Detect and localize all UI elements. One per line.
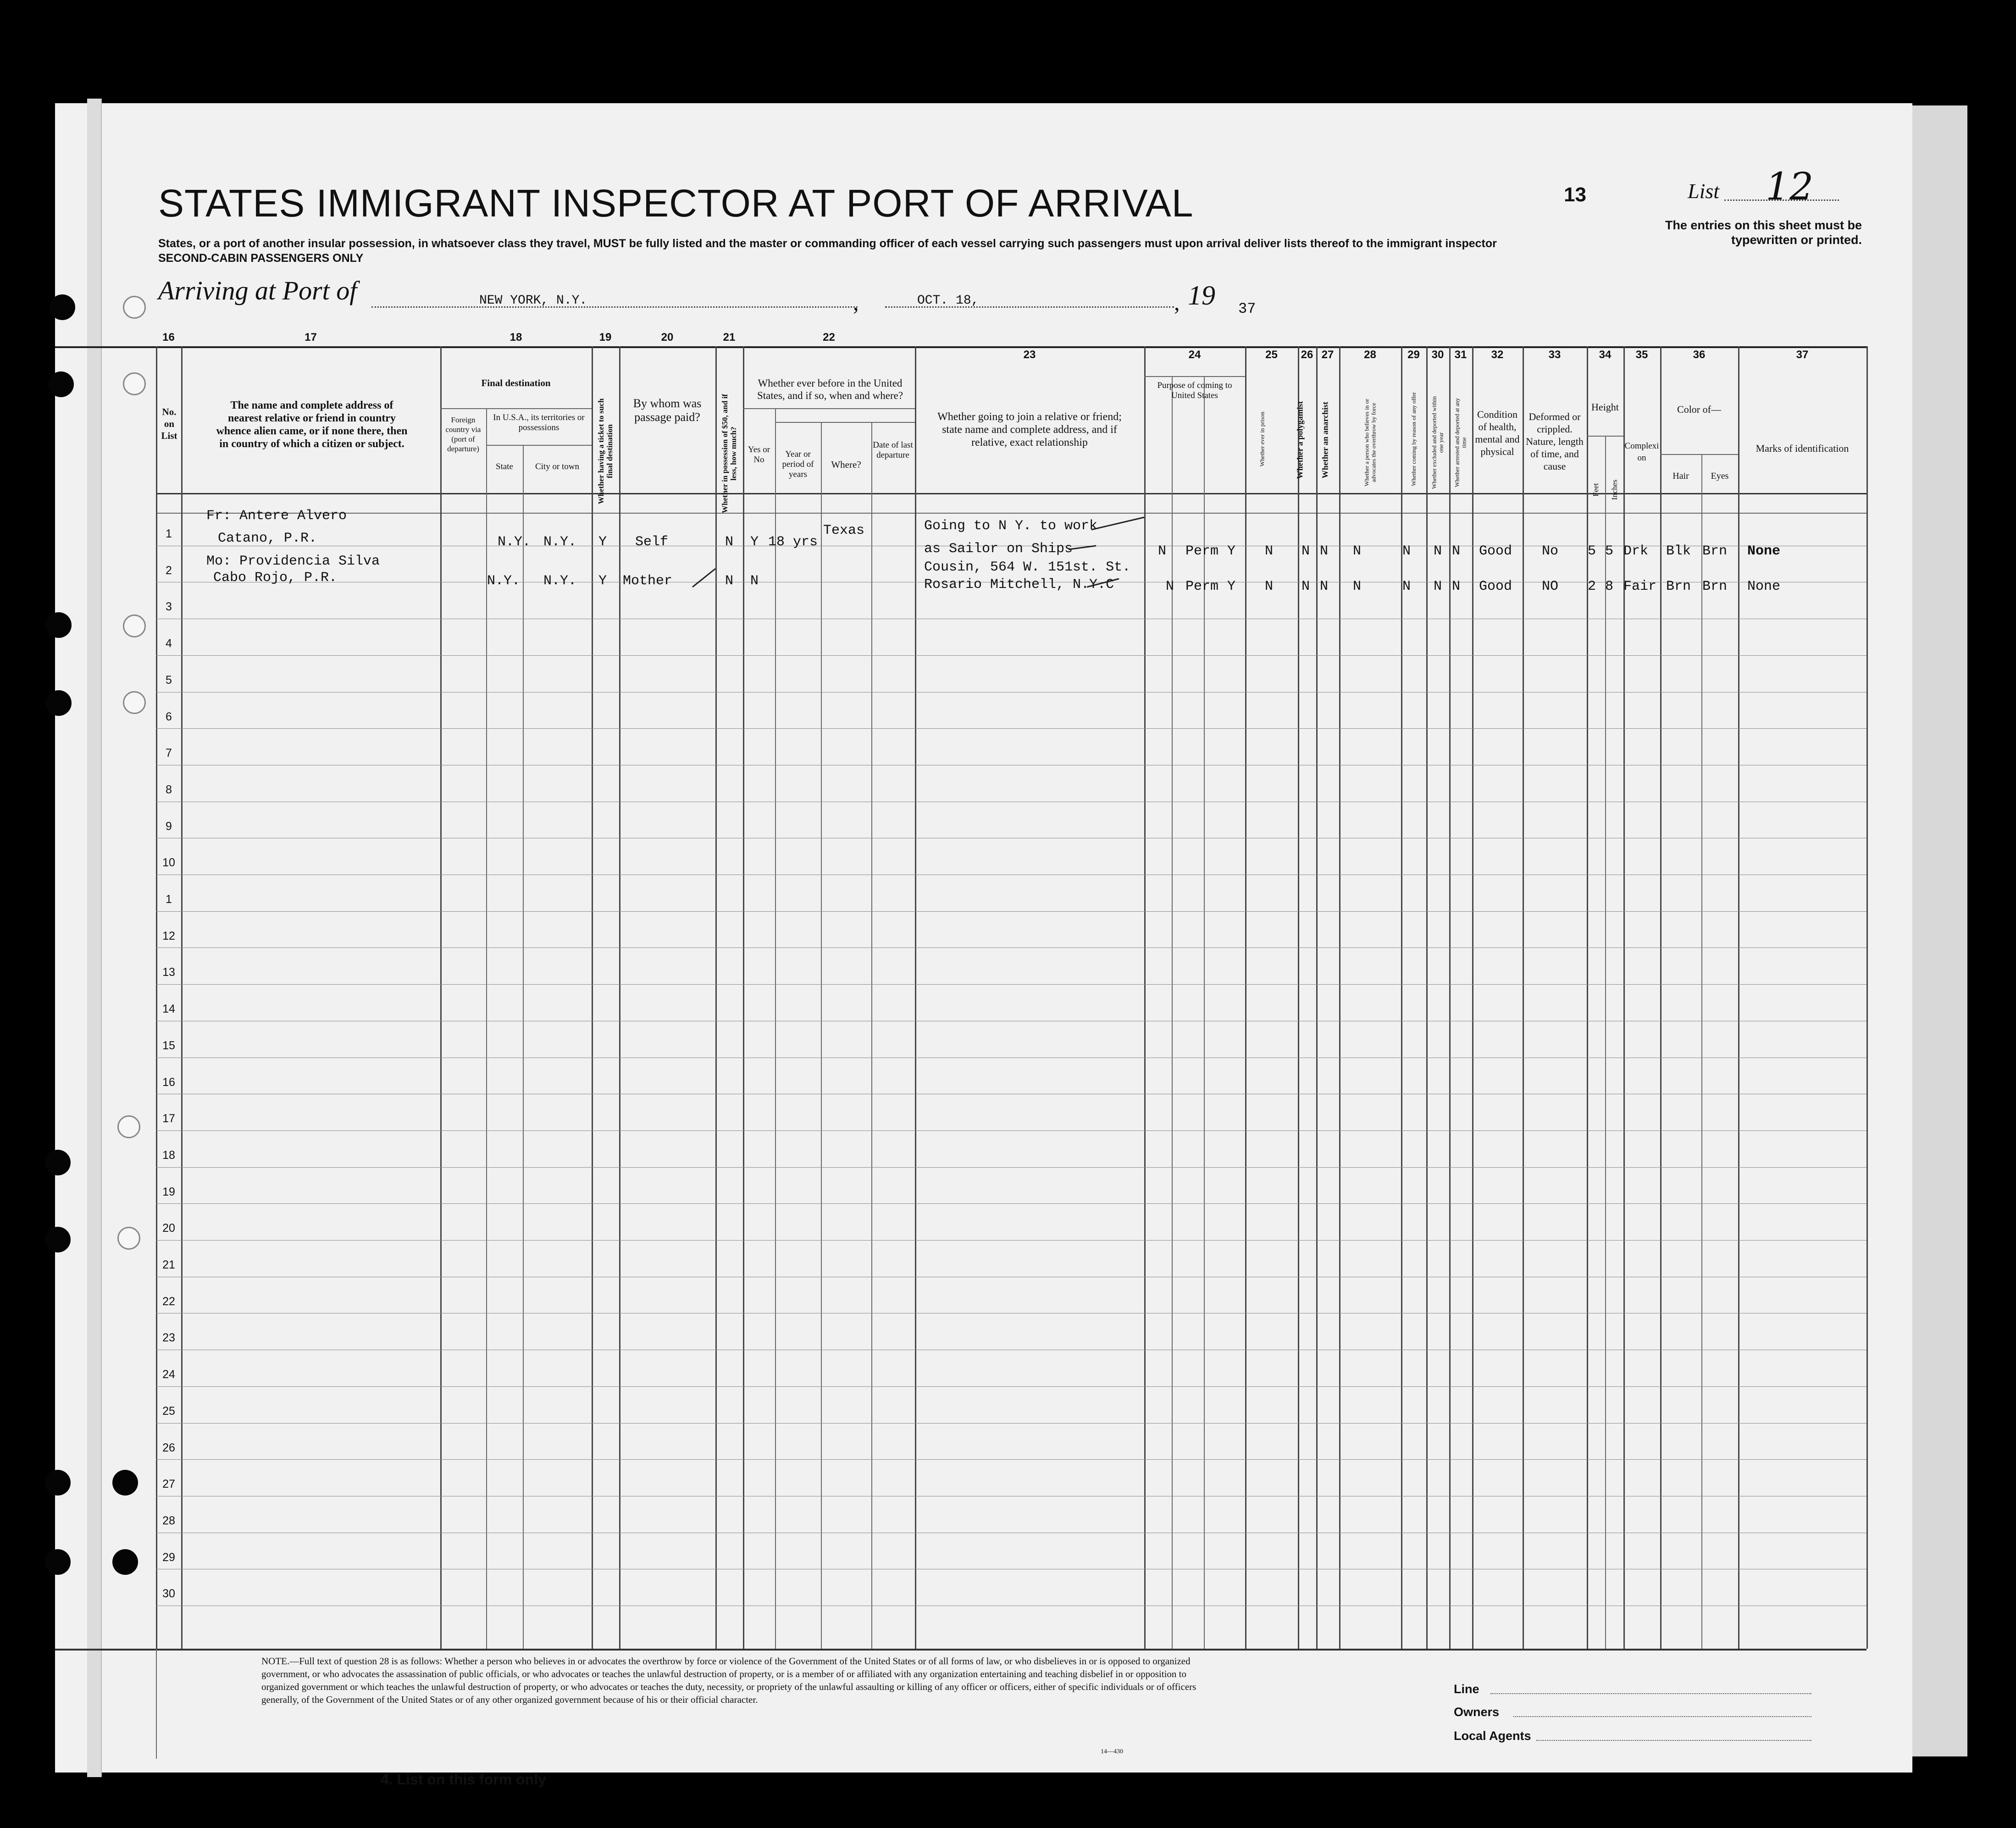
entry-1-relative-address: Catano, P.R.	[218, 531, 317, 546]
col-num: 21	[723, 331, 736, 343]
entry-2-city: N.Y.	[543, 573, 577, 589]
entry-1-state: N.Y.	[498, 534, 531, 550]
row-number: 1	[166, 527, 172, 540]
entry-2-deformed: NO	[1542, 579, 1559, 594]
entry-2-q27: N	[1320, 579, 1329, 594]
local-agents-field	[1536, 1740, 1811, 1741]
col-header-color-of: Color of—	[1677, 404, 1721, 415]
row-number: 3	[166, 600, 172, 613]
entry-1-relative-name: Fr: Antere Alvero	[206, 508, 347, 524]
port-value: NEW YORK, N.Y.	[479, 294, 587, 308]
sheet-number: 13	[1564, 183, 1586, 206]
entry-1-where: Texas	[823, 523, 865, 538]
col-header-overthrow: Whether a person who believes in or advocates the overthrow by force	[1363, 399, 1377, 487]
col-header-purpose: Purpose of coming to United States	[1157, 381, 1232, 400]
col-header-no-on-list: No. on List	[161, 406, 177, 441]
entry-2-q31: N	[1452, 579, 1461, 594]
col-header-offer: Whether coming by reason of any offer	[1410, 392, 1417, 486]
row-number: 24	[162, 1368, 175, 1381]
entry-2-feet: 2	[1588, 579, 1596, 594]
row-number: 25	[162, 1405, 175, 1418]
instructions: States, or a port of another insular possession, in whatsoever class they travel, MUST be fully listed and the master or commanding officer of each vessel carrying such passengers must upon arrival deliver lists thereof to the immigrant inspector SECOND-CABIN PASSENGERS ONLY	[158, 237, 1497, 265]
entry-1-deformed: No	[1542, 543, 1559, 559]
col-subheader-last-departure: Date of last departure	[873, 440, 913, 460]
list-number: 12	[1766, 165, 1814, 209]
row-number: 30	[162, 1587, 175, 1600]
col-header-deformed: Deformed or crippled. Nature, length of time, and cause	[1526, 411, 1584, 472]
col-header-ever-before: Whether ever before in the United States, and if so, when and where?	[757, 377, 903, 401]
row-number: 9	[166, 820, 172, 833]
entry-1-joining-line2: as Sailor on Ships	[924, 541, 1073, 557]
entry-2-fifty: N	[725, 573, 733, 589]
entry-2-eyes: Brn	[1702, 579, 1728, 594]
entry-2-q28: N	[1353, 579, 1362, 594]
col-header-health: Condition of health, mental and physical	[1475, 409, 1520, 457]
col-header-complexion: Complexion	[1624, 441, 1659, 463]
entry-1-paid-by: Self	[635, 534, 669, 550]
row-number: 26	[162, 1441, 175, 1454]
col-num: 33	[1548, 349, 1561, 361]
entry-1-purpose-c: Y	[1227, 543, 1236, 559]
col-num: 36	[1693, 349, 1706, 361]
entry-1-ticket: Y	[598, 534, 607, 550]
bottom-instruction: 4. List on this form only	[381, 1771, 546, 1788]
row-number: 14	[162, 1003, 175, 1015]
col-header-polygamist: Whether a polygamist	[1295, 401, 1305, 479]
col-num: 22	[823, 331, 835, 343]
row-number: 16	[162, 1076, 175, 1089]
col-subheader-where: Where?	[831, 459, 861, 470]
entry-2-paid-by: Mother	[623, 573, 673, 589]
row-number: 10	[162, 856, 175, 869]
col-subheader-yes-no: Yes or No	[748, 445, 770, 465]
row-number: 2	[166, 564, 172, 577]
entry-2-joining-line1: Cousin, 564 W. 151st. St.	[924, 559, 1131, 575]
entry-1-q29: N	[1402, 543, 1411, 559]
entry-1-q30: N	[1434, 543, 1442, 559]
row-number: 21	[162, 1258, 175, 1271]
entry-1-joining-line1: Going to N Y. to work	[924, 518, 1098, 534]
entry-1-purpose-b: Perm	[1185, 543, 1219, 559]
col-subheader-foreign-country: Foreign country via (port of departure)	[445, 415, 481, 453]
entry-1-q25: N	[1265, 543, 1274, 559]
port-comma: ,	[853, 289, 859, 315]
col-header-excluded: Whether excluded and deported within one year	[1430, 396, 1445, 489]
row-number: 12	[162, 930, 175, 942]
col-header-joining: Whether going to join a relative or friend; state name and complete address, and if relative, exact relationship	[937, 411, 1122, 449]
row-number: 13	[162, 966, 175, 979]
entry-2-q30: N	[1434, 579, 1442, 594]
col-num: 29	[1407, 349, 1420, 361]
entry-1-inches: 5	[1605, 543, 1614, 559]
col-num: 32	[1491, 349, 1504, 361]
col-num: 30	[1431, 349, 1444, 361]
col-header-relative: The name and complete address of nearest relative or friend in country whence alien came, or if none there, then in country of which a citizen or subject.	[216, 399, 408, 450]
date-comma: ,	[1174, 289, 1180, 315]
entry-1-city: N.Y.	[543, 534, 577, 550]
row-number: 20	[162, 1222, 175, 1235]
entry-2-health: Good	[1479, 579, 1512, 594]
col-subheader-years: Year or period of years	[782, 449, 814, 479]
entry-2-q26: N	[1302, 579, 1310, 594]
check-mark	[1087, 579, 1119, 587]
row-number: 6	[166, 710, 172, 723]
form-code: 14—430	[1101, 1748, 1123, 1755]
entry-1-hair: Blk	[1666, 543, 1691, 559]
entry-2-hair: Brn	[1666, 579, 1691, 594]
col-subheader-inches: Inches	[1610, 479, 1619, 500]
col-subheader-feet: Feet	[1591, 483, 1600, 497]
owners-label: Owners	[1454, 1705, 1500, 1719]
row-number: 17	[162, 1112, 175, 1125]
check-mark	[1069, 546, 1096, 549]
col-num: 28	[1364, 349, 1376, 361]
col-num: 23	[1023, 349, 1036, 361]
year-prefix: 19	[1188, 280, 1215, 310]
owners-field	[1513, 1716, 1811, 1717]
entry-2-purpose-c: Y	[1227, 579, 1236, 594]
col-header-deported: Whether arrested and deported at any time	[1453, 398, 1468, 487]
check-mark	[692, 569, 715, 587]
row-number: 8	[166, 783, 172, 796]
col-num: 34	[1599, 349, 1612, 361]
col-header-marks: Marks of identification	[1756, 443, 1849, 454]
col-num: 17	[305, 331, 317, 343]
entry-1-period: 18 yrs	[768, 534, 818, 550]
row-number: 18	[162, 1149, 175, 1162]
check-mark	[1091, 517, 1144, 530]
row-number: 4	[166, 637, 172, 650]
col-num: 27	[1321, 349, 1334, 361]
col-num: 19	[599, 331, 612, 343]
entry-2-before: N	[750, 573, 759, 589]
row-number: 23	[162, 1331, 175, 1344]
entry-1-complexion: Drk	[1623, 543, 1649, 559]
entry-2-complexion: Fair	[1623, 579, 1657, 594]
entry-2-inches: 8	[1605, 579, 1614, 594]
entry-2-purpose-a: N	[1166, 579, 1174, 594]
col-num: 20	[661, 331, 674, 343]
entry-2-joining-line2: Rosario Mitchell, N.Y.C	[924, 577, 1114, 593]
entry-2-ticket: Y	[598, 573, 607, 589]
entry-1-marks: None	[1747, 543, 1781, 559]
entry-2-relative-name: Mo: Providencia Silva	[206, 554, 380, 569]
row-number: 28	[162, 1514, 175, 1527]
entry-1-fifty: N	[725, 534, 733, 550]
col-num: 24	[1188, 349, 1201, 361]
col-num: 18	[510, 331, 522, 343]
page-title: STATES IMMIGRANT INSPECTOR AT PORT OF ARRIVAL	[158, 182, 1194, 225]
col-header-final-destination: Final destination	[481, 377, 551, 388]
row-number: 22	[162, 1295, 175, 1308]
col-header-ticket: Whether having a ticket to such final destination	[597, 398, 614, 504]
entry-2-relative-address: Cabo Rojo, P.R.	[213, 570, 338, 586]
col-num: 31	[1454, 349, 1467, 361]
col-subheader-state: State	[496, 462, 513, 471]
date-value: OCT. 18,	[917, 294, 979, 308]
local-agents-label: Local Agents	[1454, 1729, 1531, 1743]
line-label: Line	[1454, 1682, 1479, 1696]
col-subheader-eyes: Eyes	[1711, 471, 1729, 481]
col-header-prison: Whether ever in prison	[1258, 411, 1266, 467]
row-number: 1	[166, 893, 172, 906]
question-28-note: NOTE.—Full text of question 28 is as follows: Whether a person who believes in or advocates the overthrow by force or violence of the Government of the United States or of all forms of law, or who disbelieves in or is opposed to organized government, or who advocates the assassination of public officials, or who advocates or teaches the unlawful destruction of property, or is a member of or affiliated with any organization entertaining and teaching disbelief in or opposition to organized government or which teaches the unlawful destruction of property, or who advocates or teaches the duty, necessity, or propriety of the unlawful assaulting or killing of any officer or officers, either of specific individuals or of officers generally, of the Government of the United States or of any other organized government because of his or their official character.	[261, 1656, 1196, 1705]
row-number: 19	[162, 1185, 175, 1198]
entry-2-q29: N	[1402, 579, 1411, 594]
col-header-height: Height	[1591, 401, 1619, 413]
entry-2-q25: N	[1265, 579, 1274, 594]
col-subheader-in-usa: In U.S.A., its territories or possessions	[493, 413, 585, 432]
col-header-anarchist: Whether an anarchist	[1320, 401, 1330, 479]
entry-1-q31: N	[1452, 543, 1461, 559]
col-num: 16	[162, 331, 175, 343]
entry-1-eyes: Brn	[1702, 543, 1728, 559]
col-subheader-hair: Hair	[1673, 471, 1689, 481]
row-number: 29	[162, 1551, 175, 1564]
entry-1-health: Good	[1479, 543, 1512, 559]
list-label: List	[1688, 179, 1720, 203]
entry-2-purpose-b: Perm	[1185, 579, 1219, 594]
col-num: 35	[1635, 349, 1648, 361]
entry-1-before: Y	[750, 534, 759, 550]
year-suffix: 37	[1238, 300, 1256, 317]
row-number: 5	[166, 674, 172, 687]
row-number: 7	[166, 747, 172, 759]
entries-note: The entries on this sheet must be typewritten or printed.	[1665, 218, 1862, 247]
entry-1-q28: N	[1353, 543, 1362, 559]
entry-1-q27: N	[1320, 543, 1329, 559]
col-num: 37	[1796, 349, 1809, 361]
entry-1-feet: 5	[1588, 543, 1596, 559]
col-header-fifty-dollars: Whether in possession of $50, and if less, how much?	[720, 394, 738, 513]
entry-1-purpose-a: N	[1158, 543, 1167, 559]
line-field	[1490, 1693, 1811, 1694]
col-num: 26	[1301, 349, 1313, 361]
entry-1-q26: N	[1302, 543, 1310, 559]
col-subheader-city: City or town	[535, 462, 580, 471]
col-num: 25	[1265, 349, 1278, 361]
entry-2-state: N.Y.	[487, 573, 521, 589]
col-header-passage-paid: By whom was passage paid?	[633, 397, 702, 424]
row-number: 15	[162, 1039, 175, 1052]
row-number: 27	[162, 1478, 175, 1490]
arriving-label: Arriving at Port of	[158, 276, 357, 305]
entry-2-marks: None	[1747, 579, 1781, 594]
